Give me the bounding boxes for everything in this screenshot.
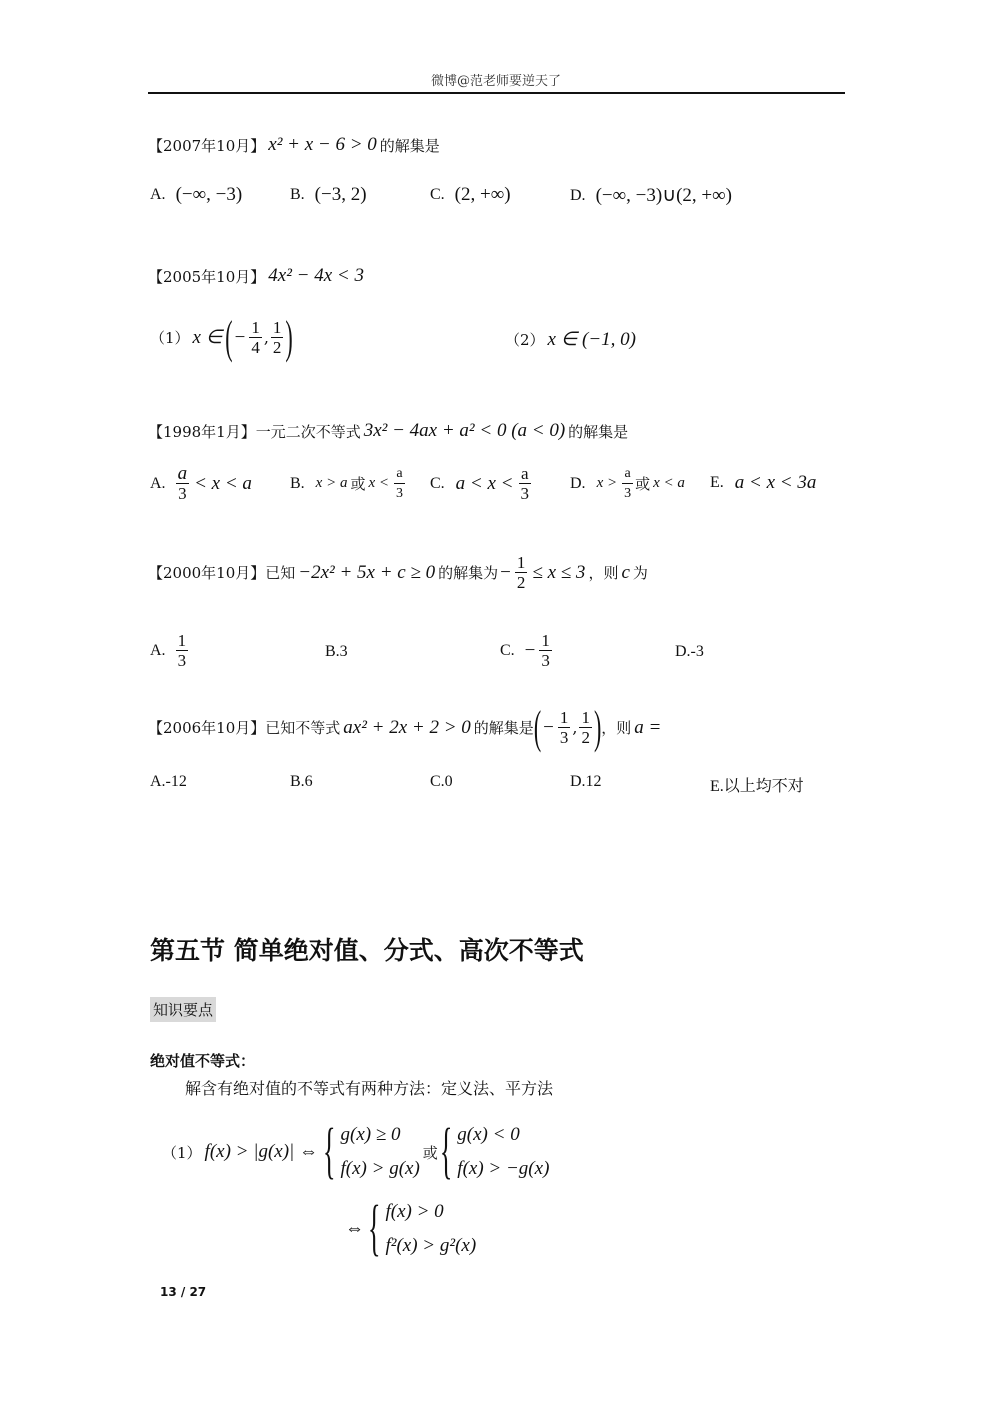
- problem-tag: 【2007年10月】: [148, 136, 266, 155]
- option-d: [570, 464, 688, 503]
- subsection-title: 绝对值不等式：: [150, 1052, 256, 1070]
- option-b: [290, 184, 369, 206]
- answer-label: （2）: [505, 331, 545, 349]
- numerator: 1: [177, 631, 187, 650]
- formula-2: [343, 1195, 479, 1263]
- stem-text: ，则: [588, 564, 619, 582]
- math-var: c: [621, 561, 630, 583]
- math-expr: x >: [596, 475, 618, 491]
- option-value: (2, +∞): [454, 184, 511, 205]
- denominator: 2: [581, 728, 590, 747]
- answer-label: （1）: [150, 329, 190, 347]
- fraction: [558, 708, 571, 747]
- numerator: 1: [251, 318, 260, 337]
- left-paren: (: [225, 310, 233, 363]
- denominator: 3: [396, 486, 403, 501]
- option-e: E.以上均不对: [710, 778, 804, 795]
- fraction: [394, 464, 405, 503]
- option-label: A.: [150, 474, 166, 492]
- math-expr: f(x) > 0: [385, 1201, 444, 1222]
- problem-5-stem: 【2006年10月】已知不等式 ax² + 2x + 2 > 0 的解集是 ( − $\frac{1}{3}$ , $\frac{1}{2}$ ) ，则 a =: [148, 708, 664, 747]
- option-b: B.3: [325, 643, 348, 660]
- denominator: 3: [559, 728, 569, 747]
- page-number: 13 / 27: [160, 1285, 207, 1299]
- system-1: [338, 1118, 423, 1186]
- minus-sign: −: [543, 716, 554, 738]
- option-d: D.12: [570, 773, 602, 790]
- problem-tag: 【2000年10月】已知: [148, 564, 296, 582]
- knowledge-tag: [150, 997, 216, 1022]
- numerator: a: [520, 464, 529, 483]
- section-title: 第五节 简单绝对值、分式、高次不等式: [150, 936, 584, 965]
- option-label: B.: [290, 474, 305, 492]
- math-expr: a < x < 3a: [734, 472, 817, 493]
- option-a: [150, 631, 190, 670]
- math-expr: −2x² + 5x + c ≥ 0: [298, 561, 436, 583]
- right-paren: ): [285, 310, 293, 363]
- math-expr: x <: [368, 475, 389, 491]
- option-label: E.: [710, 474, 724, 491]
- numerator: 1: [581, 708, 590, 727]
- denominator: 2: [272, 338, 282, 357]
- option-c: C.0: [430, 773, 453, 790]
- problem-tag: 【1998年1月】一元二次不等式: [148, 422, 361, 441]
- option-b: B.6: [290, 773, 313, 790]
- numerator: 1: [541, 631, 550, 650]
- denominator: 3: [520, 484, 529, 503]
- numerator: 1: [559, 708, 569, 727]
- minus-sign: −: [500, 561, 511, 583]
- minus-sign: −: [524, 639, 536, 661]
- option-c: [500, 631, 554, 670]
- option-label: B.: [290, 186, 305, 203]
- header-divider: [148, 92, 845, 94]
- stem-tail: 的解集是: [379, 136, 440, 155]
- math-expr: x > a: [315, 475, 348, 491]
- stem-text: 的解集是: [473, 719, 534, 737]
- numerator: a: [177, 463, 188, 484]
- denominator: 3: [178, 484, 187, 503]
- stem-text: ，则: [601, 719, 632, 737]
- math-expr: g(x) ≥ 0: [340, 1124, 401, 1145]
- system-2: [454, 1118, 552, 1186]
- math-expr: x² + x − 6 > 0: [268, 134, 377, 155]
- problem-3-stem: [148, 420, 628, 442]
- minus-sign: −: [234, 326, 246, 348]
- fraction: [539, 631, 552, 670]
- math-expr: ax² + 2x + 2 > 0: [343, 716, 471, 738]
- option-d: D.-3: [675, 643, 704, 660]
- option-a: [150, 184, 244, 206]
- stem-text: 的解集为: [438, 564, 499, 582]
- problem-tag: 【2005年10月】: [148, 267, 266, 286]
- option-label: C.: [500, 641, 515, 659]
- math-expr: f(x) > |g(x)| ⇔: [204, 1141, 319, 1162]
- fraction: [515, 553, 528, 592]
- denominator: 3: [177, 651, 187, 670]
- numerator: a: [622, 464, 632, 484]
- denominator: 2: [516, 573, 526, 592]
- math-expr: f(x) > g(x): [340, 1158, 420, 1179]
- left-brace: {: [368, 1193, 381, 1263]
- numerator: 1: [272, 318, 282, 337]
- system: [382, 1195, 479, 1263]
- numerator: a: [394, 464, 404, 484]
- math-expr: ≤ x ≤ 3: [532, 561, 586, 583]
- fraction: [519, 464, 532, 503]
- option-value: (−3, 2): [314, 184, 367, 205]
- or-word: 或: [350, 475, 366, 493]
- option-d: [570, 184, 734, 207]
- denominator: 3: [624, 486, 632, 501]
- stem-tail: 的解集是: [568, 422, 629, 441]
- left-brace: {: [323, 1116, 336, 1186]
- fraction: [271, 318, 284, 357]
- math-expr: a < x <: [455, 472, 514, 494]
- math-expr: 4x² − 4x < 3: [268, 265, 364, 286]
- option-label: A.: [150, 186, 166, 203]
- denominator: 4: [251, 338, 260, 357]
- left-brace: {: [439, 1116, 453, 1186]
- fraction: [622, 464, 633, 503]
- fraction: [249, 318, 262, 357]
- math-expr: x < a: [653, 475, 685, 491]
- option-label: C.: [430, 186, 445, 203]
- math-expr: < x < a: [194, 472, 252, 494]
- problem-tag: 【2006年10月】已知不等式: [148, 719, 341, 737]
- option-label: C.: [430, 474, 445, 492]
- option-a: A.-12: [150, 773, 187, 790]
- page-header: 微博@范老师要逆天了: [430, 74, 561, 89]
- math-expr: g(x) < 0: [457, 1124, 520, 1145]
- math-expr: a =: [634, 716, 662, 738]
- option-value: (−∞, −3): [175, 184, 243, 205]
- option-label: D.: [570, 474, 586, 492]
- math-expr: 3x² − 4ax + a² < 0 (a < 0): [363, 420, 566, 441]
- fraction: [176, 631, 189, 670]
- problem-1-stem: [148, 134, 440, 156]
- math-expr: x ∈ (−1, 0): [547, 329, 637, 350]
- numerator: 1: [516, 553, 526, 572]
- problem-2-stem: [148, 265, 367, 287]
- equivalence-sign: ⇔: [345, 1218, 364, 1239]
- left-paren: (: [533, 700, 542, 753]
- answer-2: [505, 328, 639, 351]
- intro-text: 解含有绝对值的不等式有两种方法：定义法、平方法: [185, 1079, 554, 1098]
- math-expr: f(x) > −g(x): [457, 1158, 550, 1179]
- option-a: [150, 464, 255, 503]
- option-label: A.: [150, 641, 166, 659]
- math-expr: x ∈: [192, 327, 223, 348]
- tag-label: 知识要点: [150, 997, 216, 1022]
- option-c: [430, 184, 513, 206]
- or-word: 或: [635, 475, 651, 493]
- option-c: [430, 464, 533, 503]
- stem-text: 为: [632, 564, 648, 582]
- math-expr: f²(x) > g²(x): [385, 1235, 477, 1256]
- fraction: [176, 464, 190, 503]
- option-label: D.: [570, 186, 586, 204]
- option-e: [710, 472, 819, 494]
- option-value: (−∞, −3)∪(2, +∞): [595, 185, 733, 206]
- formula-1: [162, 1118, 552, 1186]
- formula-label: （1）: [162, 1143, 202, 1162]
- problem-4-stem: [148, 553, 648, 592]
- denominator: 3: [541, 651, 550, 670]
- fraction: [579, 708, 592, 747]
- right-paren: ): [593, 700, 602, 753]
- option-b: [290, 464, 407, 503]
- or-word: 或: [422, 1143, 438, 1162]
- answer-1: （1） x ∈ ( − $\frac{1}{4}$ , $\frac{1}{2}$ ): [150, 318, 293, 357]
